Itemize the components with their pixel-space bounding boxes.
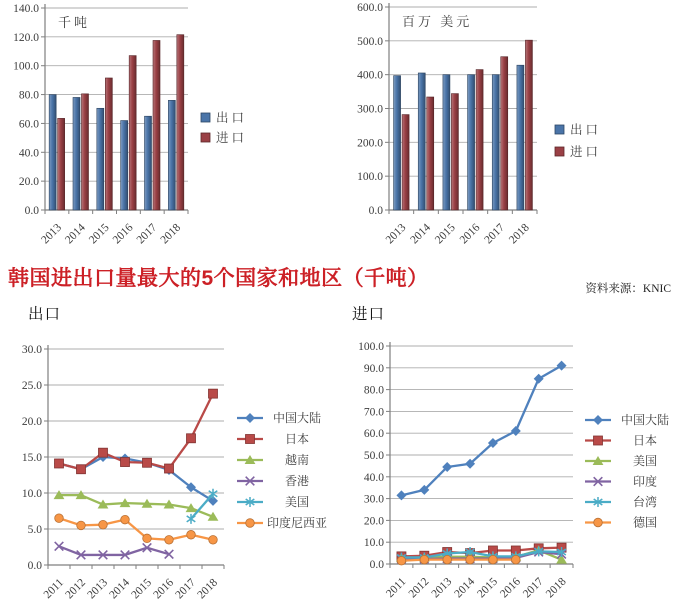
svg-text:5.0: 5.0 [27, 524, 42, 536]
svg-text:0.0: 0.0 [27, 560, 42, 572]
c1-svg [0, 0, 340, 258]
svg-text:2018: 2018 [158, 221, 184, 247]
import-chart-label: 进口 [352, 306, 386, 323]
svg-text:2018: 2018 [195, 576, 221, 602]
svg-text:80.0: 80.0 [363, 384, 384, 397]
svg-text:20.0: 20.0 [18, 176, 39, 189]
svg-text:中国大陆: 中国大陆 [272, 411, 322, 425]
svg-text:20.0: 20.0 [21, 416, 42, 428]
svg-text:140.0: 140.0 [13, 3, 39, 15]
svg-text:日本: 日本 [632, 433, 658, 448]
svg-text:2016: 2016 [110, 221, 136, 247]
svg-text:300.0: 300.0 [357, 103, 383, 116]
svg-text:2013: 2013 [429, 575, 455, 601]
svg-text:400.0: 400.0 [357, 69, 383, 82]
bars [394, 40, 533, 210]
svg-text:200.0: 200.0 [357, 137, 383, 150]
svg-text:2014: 2014 [63, 221, 88, 247]
x-axis-labels [384, 575, 569, 600]
svg-text:美国: 美国 [284, 495, 310, 509]
svg-text:2016: 2016 [457, 221, 483, 247]
series-lines [396, 361, 567, 565]
svg-text:2012: 2012 [63, 576, 89, 602]
svg-text:70.0: 70.0 [363, 406, 384, 419]
svg-text:千吨: 千吨 [58, 15, 91, 30]
svg-text:2017: 2017 [482, 221, 508, 247]
svg-text:500.0: 500.0 [357, 35, 383, 48]
c2-svg [339, 0, 679, 258]
export-by-country-line-chart [0, 325, 340, 605]
svg-text:2011: 2011 [384, 575, 409, 601]
svg-text:进口: 进口 [216, 131, 248, 145]
svg-text:2015: 2015 [433, 221, 458, 247]
svg-text:600.0: 600.0 [357, 2, 383, 14]
svg-text:40.0: 40.0 [18, 147, 39, 160]
svg-text:80.0: 80.0 [18, 89, 39, 102]
svg-text:100.0: 100.0 [358, 341, 384, 353]
svg-text:50.0: 50.0 [363, 450, 384, 462]
svg-text:20.0: 20.0 [363, 515, 384, 528]
svg-text:60.0: 60.0 [18, 118, 39, 131]
svg-text:2013: 2013 [39, 221, 65, 247]
svg-text:2017: 2017 [173, 576, 199, 602]
legend [201, 110, 247, 145]
svg-text:120.0: 120.0 [13, 31, 39, 44]
svg-text:25.0: 25.0 [21, 380, 42, 392]
svg-text:2015: 2015 [129, 576, 155, 602]
svg-text:2017: 2017 [134, 221, 160, 247]
x-axis-labels [384, 221, 532, 246]
section-title: 韩国进出口量最大的5个国家和地区（千吨） [8, 267, 429, 290]
legend [585, 412, 669, 530]
svg-text:2013: 2013 [85, 576, 111, 602]
svg-text:出口: 出口 [570, 123, 602, 137]
c3-svg [0, 325, 340, 605]
svg-text:2018: 2018 [507, 221, 532, 247]
svg-text:10.0: 10.0 [21, 488, 42, 500]
data-source-label: 资料来源：KNIC [585, 283, 671, 295]
svg-text:2015: 2015 [475, 575, 501, 601]
svg-text:印度尼西亚: 印度尼西亚 [266, 516, 328, 530]
svg-text:0.0: 0.0 [24, 205, 39, 217]
svg-text:印度: 印度 [632, 474, 658, 489]
svg-text:2012: 2012 [406, 575, 432, 601]
svg-text:100.0: 100.0 [13, 60, 39, 73]
svg-text:台湾: 台湾 [632, 495, 658, 509]
svg-text:进口: 进口 [570, 145, 602, 159]
svg-text:0.0: 0.0 [369, 559, 384, 571]
svg-text:2018: 2018 [543, 575, 569, 601]
svg-text:2016: 2016 [498, 575, 523, 601]
svg-text:90.0: 90.0 [363, 362, 384, 375]
svg-text:日本: 日本 [284, 432, 310, 446]
svg-text:2017: 2017 [521, 575, 546, 601]
svg-text:百万 美元: 百万 美元 [402, 14, 473, 29]
svg-text:2014: 2014 [408, 221, 434, 247]
svg-text:2014: 2014 [107, 576, 133, 602]
svg-text:15.0: 15.0 [21, 452, 42, 464]
svg-text:2011: 2011 [41, 576, 67, 602]
c4-svg [340, 325, 679, 605]
svg-text:中国大陆: 中国大陆 [620, 413, 670, 427]
svg-text:出口: 出口 [216, 111, 248, 125]
svg-text:2016: 2016 [151, 576, 177, 602]
legend [555, 122, 601, 159]
svg-text:2013: 2013 [383, 221, 409, 247]
gridlines [44, 349, 224, 565]
svg-text:10.0: 10.0 [363, 537, 384, 550]
svg-text:德国: 德国 [632, 515, 658, 530]
svg-text:60.0: 60.0 [363, 428, 384, 441]
x-axis-labels [42, 576, 221, 601]
legend [237, 410, 327, 530]
import-by-country-line-chart [340, 325, 679, 605]
svg-text:美国: 美国 [632, 454, 658, 468]
svg-text:30.0: 30.0 [363, 493, 384, 506]
svg-text:香港: 香港 [284, 474, 310, 488]
series-lines [54, 389, 219, 559]
svg-text:30.0: 30.0 [21, 344, 42, 356]
svg-text:0.0: 0.0 [368, 205, 383, 217]
svg-text:越南: 越南 [284, 453, 310, 467]
svg-text:2015: 2015 [86, 221, 112, 247]
trade-value-bar-chart [339, 0, 679, 258]
export-tonnage-bar-chart [0, 0, 340, 258]
svg-text:2014: 2014 [452, 575, 478, 601]
svg-text:100.0: 100.0 [357, 171, 383, 184]
svg-text:40.0: 40.0 [363, 471, 384, 484]
bars [49, 35, 184, 210]
x-axis-labels [39, 221, 183, 246]
export-chart-label: 出口 [28, 306, 62, 323]
